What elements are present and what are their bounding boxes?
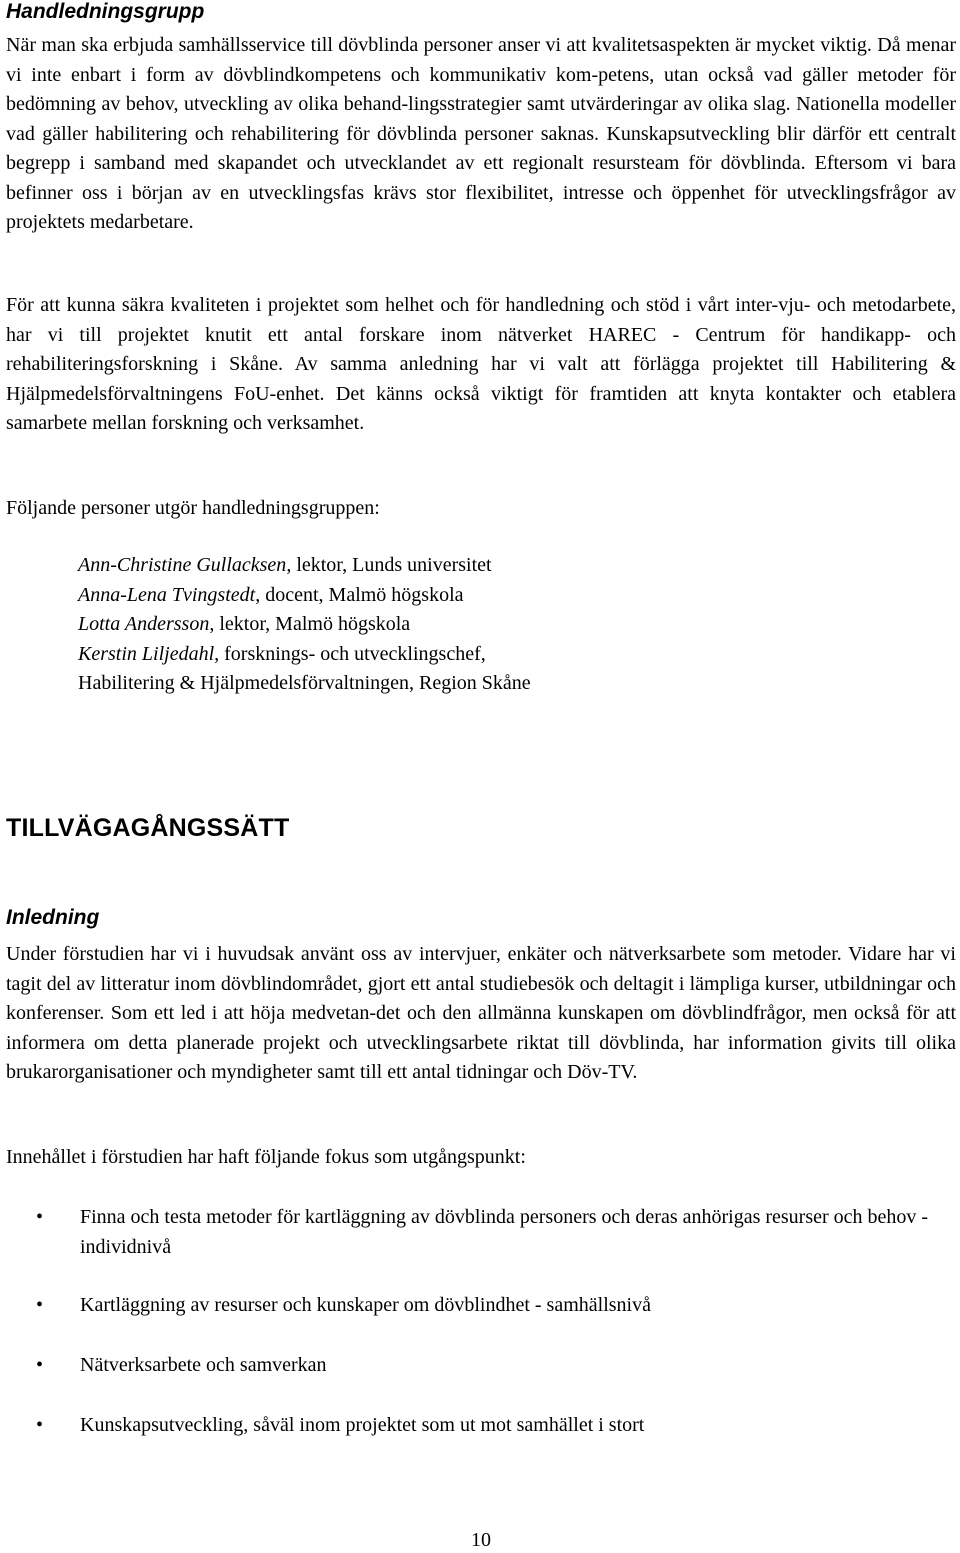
person-name: Kerstin Liljedahl: [78, 642, 215, 665]
person-role: , lektor, Malmö högskola: [209, 613, 411, 635]
list-item: [6, 1411, 956, 1441]
section-title-tillvagagangssatt: TILLVÄGAGÅNGSSÄTT: [6, 814, 290, 842]
list-item: [6, 1203, 956, 1262]
person-entry-continuation: Habilitering & Hjälpmedelsförvaltningen, Region Skåne: [78, 672, 531, 694]
list-item: [6, 1351, 956, 1381]
person-entry: [78, 610, 531, 640]
person-name: Anna-Lena Tvingstedt: [78, 583, 256, 606]
paragraph-quality: När man ska erbjuda samhällsservice till dövblinda personer anser vi att kvalitetsaspekten är mycket viktig. Då menar vi inte enbart i form av dövblindkompetens och kommunikativ kom-petens, utan också vad gäller metoder för bedömning av behov, utveckling av olika behand-lingsstrategier samt utvärderingar av olika slag. Nationella modeller vad gäller habilitering och rehabilitering för dövblinda personer saknas. Kunskapsutveckling blir därför ett centralt begrepp i samband med skapandet och utvecklandet av ett regionalt resursteam för dövblinda. Eftersom vi bara befinner oss i början av en utvecklingsfas krävs stor flexibilitet, intresse och öppenhet för utvecklingsfrågor av projektets medarbetare.: [6, 34, 956, 233]
bullet-icon: •: [36, 1354, 44, 1376]
person-entry: [78, 581, 531, 611]
person-name: Ann-Christine Gullacksen: [78, 554, 287, 576]
page-number: 10: [471, 1529, 491, 1551]
list-item-text: Kartläggning av resurser och kunskaper om dövblindhet - samhällsnivå: [80, 1294, 651, 1316]
person-role: , lektor, Lunds universitet: [286, 554, 492, 576]
list-item: [6, 1291, 956, 1321]
bullet-icon: •: [36, 1414, 44, 1436]
person-entry: [78, 551, 531, 581]
paragraph-group-intro: Följande personer utgör handledningsgruppen:: [6, 497, 380, 519]
person-role: , forsknings- och utvecklingschef,: [214, 642, 486, 665]
list-item-text: Finna och testa metoder för kartläggning av dövblinda personers och deras anhörigas resurser och behov - individnivå: [80, 1206, 929, 1258]
paragraph-focus-intro: Innehållet i förstudien har haft följande fokus som utgångspunkt:: [6, 1146, 526, 1168]
list-item-text: Nätverksarbete och samverkan: [80, 1354, 327, 1376]
paragraph-methods: Under förstudien har vi i huvudsak använt oss av intervjuer, enkäter och nätverksarbete som metoder. Vidare har vi tagit del av litteratur inom dövblindområdet, gjort ett antal studiebesök och deltagit i lämpliga kurser, utbildningar och konferenser. Som ett led i att höja medvetan-det och den allmänna kunskapen om dövblindfrågor, men också för att informera om detta planerade projekt och utvecklingsarbete riktat till dövblinda, har information givits till olika brukarorganisationer och myndigheter samt till ett antal tidningar och Döv-TV.: [6, 943, 956, 1083]
subheading-inledning: Inledning: [6, 906, 100, 929]
bullet-icon: •: [36, 1294, 44, 1316]
person-list: [78, 551, 531, 699]
person-role: , docent, Malmö högskola: [255, 583, 464, 606]
person-entry: [78, 640, 531, 670]
list-item-text: Kunskapsutveckling, såväl inom projektet som ut mot samhället i stort: [80, 1414, 645, 1436]
person-name: Lotta Andersson: [78, 613, 210, 635]
bullet-icon: •: [36, 1206, 44, 1228]
paragraph-harec: För att kunna säkra kvaliteten i projektet som helhet och för handledning och stöd i vårt inter-vju- och metodarbete, har vi till projektet knutit ett antal forskare inom nätverket HAREC - Centrum för handikapp- och rehabiliteringsforskning i Skåne. Av samma anledning har vi valt att förlägga projektet till Habilitering & Hjälpmedelsförvaltningens FoU-enhet. Det känns också viktigt för framtiden att knyta kontakter och etablera samarbete mellan forskning och verksamhet.: [6, 294, 956, 434]
section-heading-handledningsgrupp: Handledningsgrupp: [6, 0, 205, 23]
